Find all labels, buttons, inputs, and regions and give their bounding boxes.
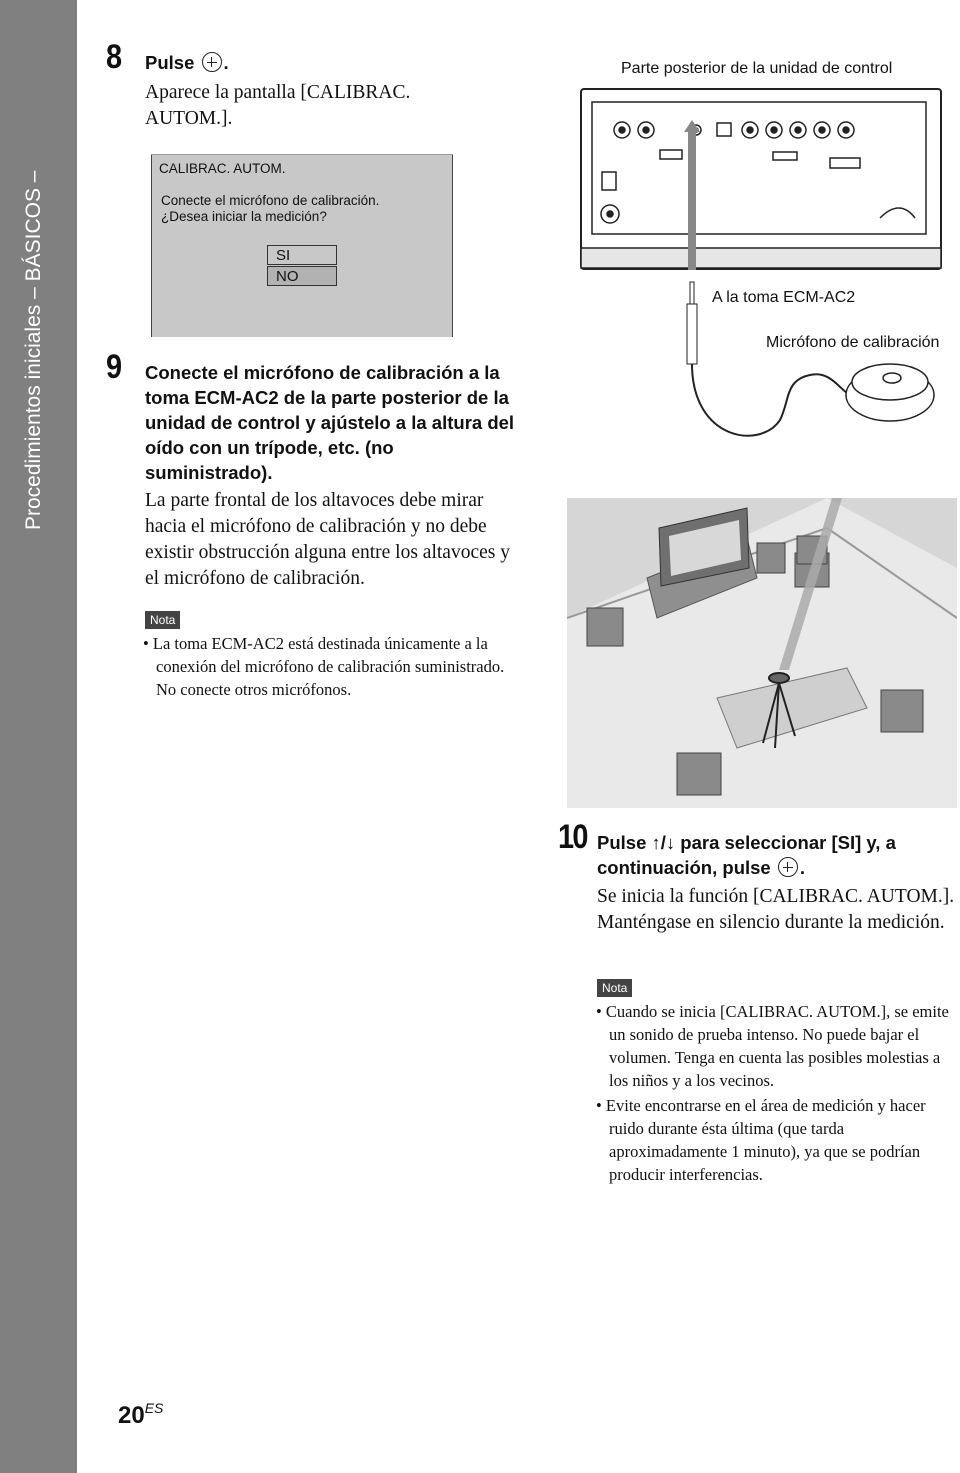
step-10-title-rest: para seleccionar [SI] y, a — [680, 832, 896, 853]
step-8-number: 8 — [106, 38, 121, 76]
note-badge: Nota — [597, 979, 632, 997]
note-badge: Nota — [145, 611, 180, 629]
step-10-pulse: Pulse — [597, 832, 647, 853]
caption-microphone: Micrófono de calibración — [766, 334, 940, 351]
plug-body — [687, 304, 697, 364]
page-language-suffix: ES — [144, 1400, 164, 1416]
caption-rear-panel: Parte posterior de la unidad de control — [621, 60, 893, 77]
section-sidebar-tab — [0, 0, 77, 1473]
step-9-title: Conecte el micrófono de calibración a la toma ECM-AC2 de la parte posterior de la unidad de control y ajústelo a la altura del oído con un trípode, etc. (no suministrado). — [145, 362, 515, 483]
rca-jack-center — [643, 127, 649, 133]
rca-jack-center — [619, 127, 625, 133]
section-title: Procedimientos iniciales – BÁSICOS – — [22, 170, 45, 530]
mic-cable — [692, 364, 850, 436]
note-2-list — [595, 1000, 957, 1186]
enter-button-icon — [778, 857, 798, 877]
option-si[interactable]: SI — [267, 245, 337, 265]
step-9-number: 9 — [106, 348, 121, 386]
antenna-jack-center — [607, 211, 613, 217]
note-2-item-text: Cuando se inicia [CALIBRAC. AUTOM.], se emite un sonido de prueba intenso. No puede bajar el volumen. Tenga en cuenta las posibles molestias a los niños y a los vecinos. — [605, 1002, 949, 1090]
arrow-shaft — [688, 160, 696, 270]
room-setup-illustration — [567, 498, 957, 808]
note-1-list — [142, 632, 512, 701]
screen-message-line1: Conecte el micrófono de calibración. — [161, 193, 380, 208]
note-1-item: • La toma ECM-AC2 está destinada únicamente a la conexión del micrófono de calibración suministrado. No conecte otros micrófonos. — [143, 634, 505, 699]
plug-tip — [690, 282, 694, 304]
screen-edge — [151, 155, 152, 337]
speaker-icon — [881, 690, 923, 732]
speaker-icon — [677, 753, 721, 795]
enter-button-icon — [202, 52, 222, 72]
step-8-title-text: Pulse — [145, 52, 195, 73]
arrow-up-icon — [684, 120, 700, 160]
up-down-arrows-icon: ↑/↓ — [651, 832, 676, 853]
step-8-description: Aparece la pantalla [CALIBRAC. AUTOM.]. — [145, 82, 411, 129]
step-10-title-cont: continuación, pulse — [597, 857, 771, 878]
step-9-description: La parte frontal de los altavoces debe mirar hacia el micrófono de calibración y no debe existir obstrucción alguna entre los altavoces y el micrófono de calibración. — [145, 490, 510, 589]
speaker-icon — [587, 608, 623, 646]
calibration-screen — [151, 154, 453, 337]
step-10-title-line2 — [597, 855, 957, 880]
screen-message-line2: ¿Desea iniciar la medición? — [161, 209, 327, 224]
page-number-value: 20 — [118, 1402, 145, 1429]
step-10-title-end: . — [799, 857, 805, 878]
screen-title: CALIBRAC. AUTOM. — [159, 161, 286, 176]
step-10-number: 10 — [558, 818, 587, 856]
screen-edge — [452, 155, 453, 337]
step-10-title — [597, 830, 957, 880]
option-no[interactable]: NO — [267, 266, 337, 286]
mic-capsule — [883, 373, 901, 383]
note-2-item-text: Evite encontrarse en el área de medición y hacer ruido durante ésta última (que tarda aproximadamente 1 minuto), ya que se podrían producir interferencias. — [605, 1096, 926, 1184]
page-number — [118, 1400, 163, 1430]
note-2-item: • Cuando se inicia [CALIBRAC. AUTOM.], se emite un sonido de prueba intenso. No puede bajar el volumen. Tenga en cuenta las posibles molestias a los niños y a los vecinos. — [596, 1002, 949, 1090]
note-2-item: • Evite encontrarse en el área de medición y hacer ruido durante ésta última (que tarda aproximadamente 1 minuto), ya que se podrían producir interferencias. — [596, 1096, 926, 1184]
speaker-icon — [757, 543, 785, 573]
step-8-title — [145, 50, 475, 75]
tripod-mic — [769, 673, 789, 683]
step-10-title-line1 — [597, 830, 957, 855]
step-10-description: Se inicia la función [CALIBRAC. AUTOM.]. Manténgase en silencio durante la medición. — [597, 886, 955, 933]
caption-jack: A la toma ECM-AC2 — [712, 289, 856, 306]
note-1-item-text: La toma ECM-AC2 está destinada únicamente a la conexión del micrófono de calibración suministrado. No conecte otros micrófonos. — [152, 634, 505, 699]
step-8-title-end: . — [223, 52, 229, 73]
microphone-cable-illustration — [670, 120, 960, 470]
power-inlet-icon — [602, 172, 616, 190]
